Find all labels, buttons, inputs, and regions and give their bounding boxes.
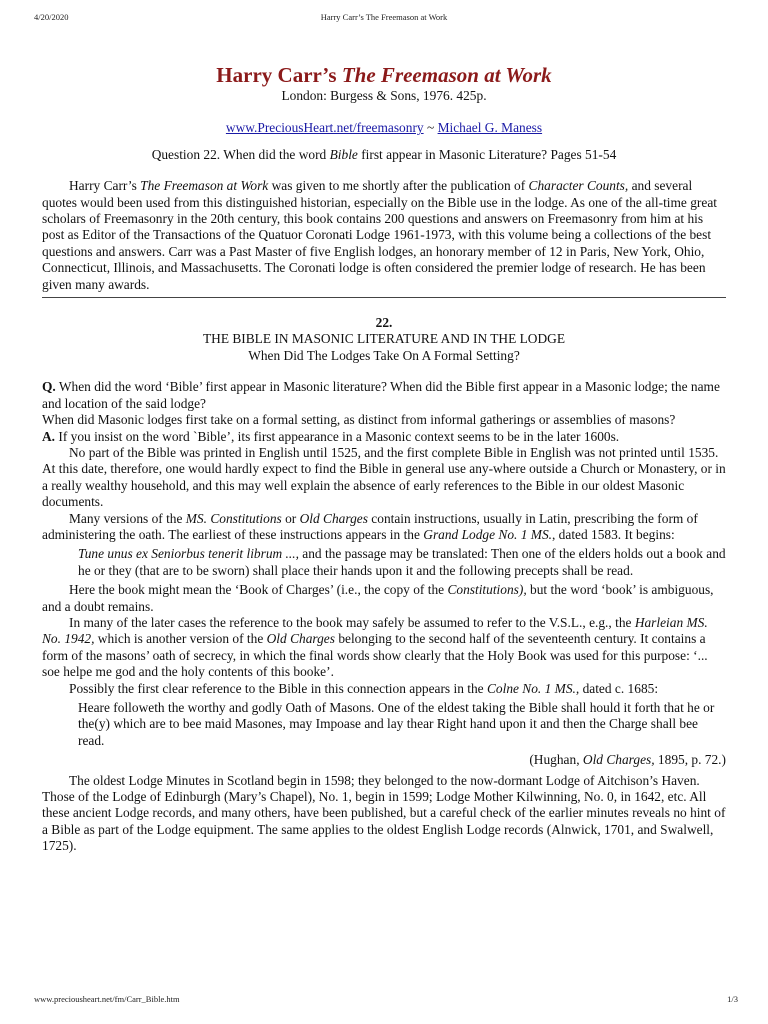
- p3-c: but the word ‘book’ is ambiguous, and a doubt remains.: [42, 582, 714, 614]
- p5-b: Colne No. 1 MS.,: [486, 680, 580, 696]
- quote1-text: and the passage may be translated: Then one of the elders holds out a book and he or they (that are to be sworn) shall place their hands upon it and the following precepts shall be read.: [78, 546, 726, 578]
- section-subtitle: When Did The Lodges Take On A Formal Setting?: [248, 347, 520, 363]
- citation: [42, 752, 726, 768]
- p4-a: In many of the later cases the reference to the book may safely be assumed to refer to the V.S.L., e.g., the: [69, 614, 635, 630]
- p2-a: Many versions of the: [69, 510, 186, 526]
- p4-b: Harleian MS. No. 1942,: [42, 614, 708, 647]
- publisher-line: London: Burgess & Sons, 1976. 425p.: [281, 88, 487, 103]
- p2-d: Old Charges: [299, 510, 368, 526]
- quote-1: [78, 546, 726, 579]
- paragraph-5: [42, 681, 726, 697]
- question-text-a: Question 22. When did the word: [151, 146, 330, 162]
- p5-c: dated c. 1685:: [579, 680, 659, 696]
- paragraph-6: The oldest Lodge Minutes in Scotland begin in 1598; they belonged to the now-dormant Lodge of Aitchison’s Haven. Those of the Lodge of Edinburgh (Mary’s Chapel), No. 1, begin in 1599; Lodge Mother Kilwinning, No. 0, in 1642, etc. All these ancient Lodge records, and many others, have been published, but a careful check of the earlier minutes reveals no hint of a Bible as part of the Lodge equipment. The same applies to the oldest English Lodge records (Alnwick, 1701, and Swalwell, 1725).: [42, 772, 726, 854]
- question-text-b: first appear in Masonic Literature? Pages 51-54: [357, 146, 617, 162]
- link-separator: ~: [426, 120, 435, 136]
- a-text: If you insist on the word `Bible’, its first appearance in a Masonic context seems to be in the later 1600s.: [55, 428, 620, 444]
- question-line: [42, 147, 726, 163]
- paragraph-3: [42, 582, 726, 615]
- p4-c: which is another version of the: [94, 631, 267, 647]
- cite-b: Old Charges,: [582, 752, 655, 768]
- divider: [42, 297, 726, 298]
- paragraph-1: No part of the Bible was printed in English until 1525, and the first complete Bible in English was not printed until 1535. At this date, therefore, one would hardly expect to find the Bible in general use any-where outside a Church or Monastery, or in a really wealthy household, and this may well explain the absence of early references to the Bible in our oldest Masonic documents.: [42, 444, 726, 510]
- intro-e: and several quotes would been used from this distinguished historian, especially on the Bible use in the lodge. As one of the all-time great scholars of Freemasonry in the 20th century, this book contains 200 questions and answers on Freemasonry from him at his post as Editor of the Transactions of the Quatuor Coronati Lodge 1961-1973, with this volume being a collections of the best questions and answers. Carr was a Past Master of five English lodges, an honorary member of 12 in Paris, New York, Ohio, Connecticut, Illinois, and Massachusetts. The Coronati lodge is often considered the premier lodge of research. He has been given many awards.: [42, 178, 717, 292]
- title-book: The Freemason at Work: [341, 63, 552, 87]
- p2-c: or: [281, 510, 300, 526]
- cite-a: (Hughan,: [529, 752, 583, 768]
- cite-c: 1895, p. 72.): [654, 752, 726, 768]
- p4-e: belonging to the second half of the seventeenth century. It contains a form of the masons’ oath of secrecy, in which the final words show clearly that the Holy Book was used for this purpose: ‘... soe helpe me god and the holy contents of this booke’.: [42, 631, 708, 680]
- links-line: [42, 120, 726, 136]
- question-paragraph: [42, 379, 726, 412]
- p5-a: Possibly the first clear reference to the Bible in this connection appears in the: [69, 680, 487, 696]
- intro-b: The Freemason at Work: [140, 178, 269, 194]
- intro-c: was given to me shortly after the publication of: [268, 178, 529, 194]
- print-date: 4/20/2020: [34, 12, 69, 22]
- a-label: A.: [42, 428, 56, 444]
- p3-a: Here the book might mean the ‘Book of Charges’ (i.e., the copy of the: [69, 582, 448, 598]
- q-text1: When did the word ‘Bible’ first appear in Masonic literature? When did the Bible first appear in a Masonic lodge; the name and location of the said lodge?: [42, 379, 720, 411]
- question-bible: Bible: [329, 146, 358, 162]
- q-label: Q.: [42, 379, 56, 395]
- quote1-latin: Tune unus ex Seniorbus tenerit librum ...,: [78, 546, 299, 562]
- p2-f: Grand Lodge No. 1 MS.: [423, 526, 552, 542]
- p3-b: Constitutions),: [447, 582, 527, 598]
- section-number: 22.: [375, 315, 393, 331]
- print-title: Harry Carr’s The Freemason at Work: [320, 12, 448, 22]
- paragraph-4: [42, 615, 726, 681]
- intro-d: Character Counts,: [528, 178, 629, 194]
- footer-url: www.preciousheart.net/fm/Carr_Bible.htm: [34, 994, 180, 1004]
- intro-paragraph: [42, 178, 726, 293]
- author-link[interactable]: Michael G. Maness: [437, 120, 543, 136]
- question-paragraph-2: When did Masonic lodges first take on a formal setting, as distinct from informal gatherings or assemblies of masons?: [42, 412, 676, 428]
- title-author: Harry Carr’s: [216, 63, 342, 87]
- document-body: [42, 62, 726, 855]
- page-number: 1/3: [727, 994, 738, 1004]
- answer-paragraph: [42, 429, 726, 445]
- p4-d: Old Charges: [266, 631, 335, 647]
- intro-a: Harry Carr’s: [69, 178, 141, 194]
- site-link[interactable]: www.PreciousHeart.net/freemasonry: [225, 120, 424, 136]
- p2-g: , dated 1583. It begins:: [551, 526, 675, 542]
- quote-2: Heare followeth the worthy and godly Oath of Masons. One of the eldest taking the Bible shall hould it forth that he or the(y) which are to bee maid Masones, may Impoase and lay thear Right hand upon it and then the Charge shall bee read.: [78, 700, 715, 748]
- paragraph-2: [42, 511, 726, 544]
- page-title: [42, 62, 726, 88]
- section-title: THE BIBLE IN MASONIC LITERATURE AND IN THE LODGE: [202, 331, 565, 347]
- p2-b: MS. Constitutions: [185, 510, 282, 526]
- p2-e: contain instructions, usually in Latin, prescribing the form of administering the oath. The earliest of these instructions appears in the: [42, 510, 698, 542]
